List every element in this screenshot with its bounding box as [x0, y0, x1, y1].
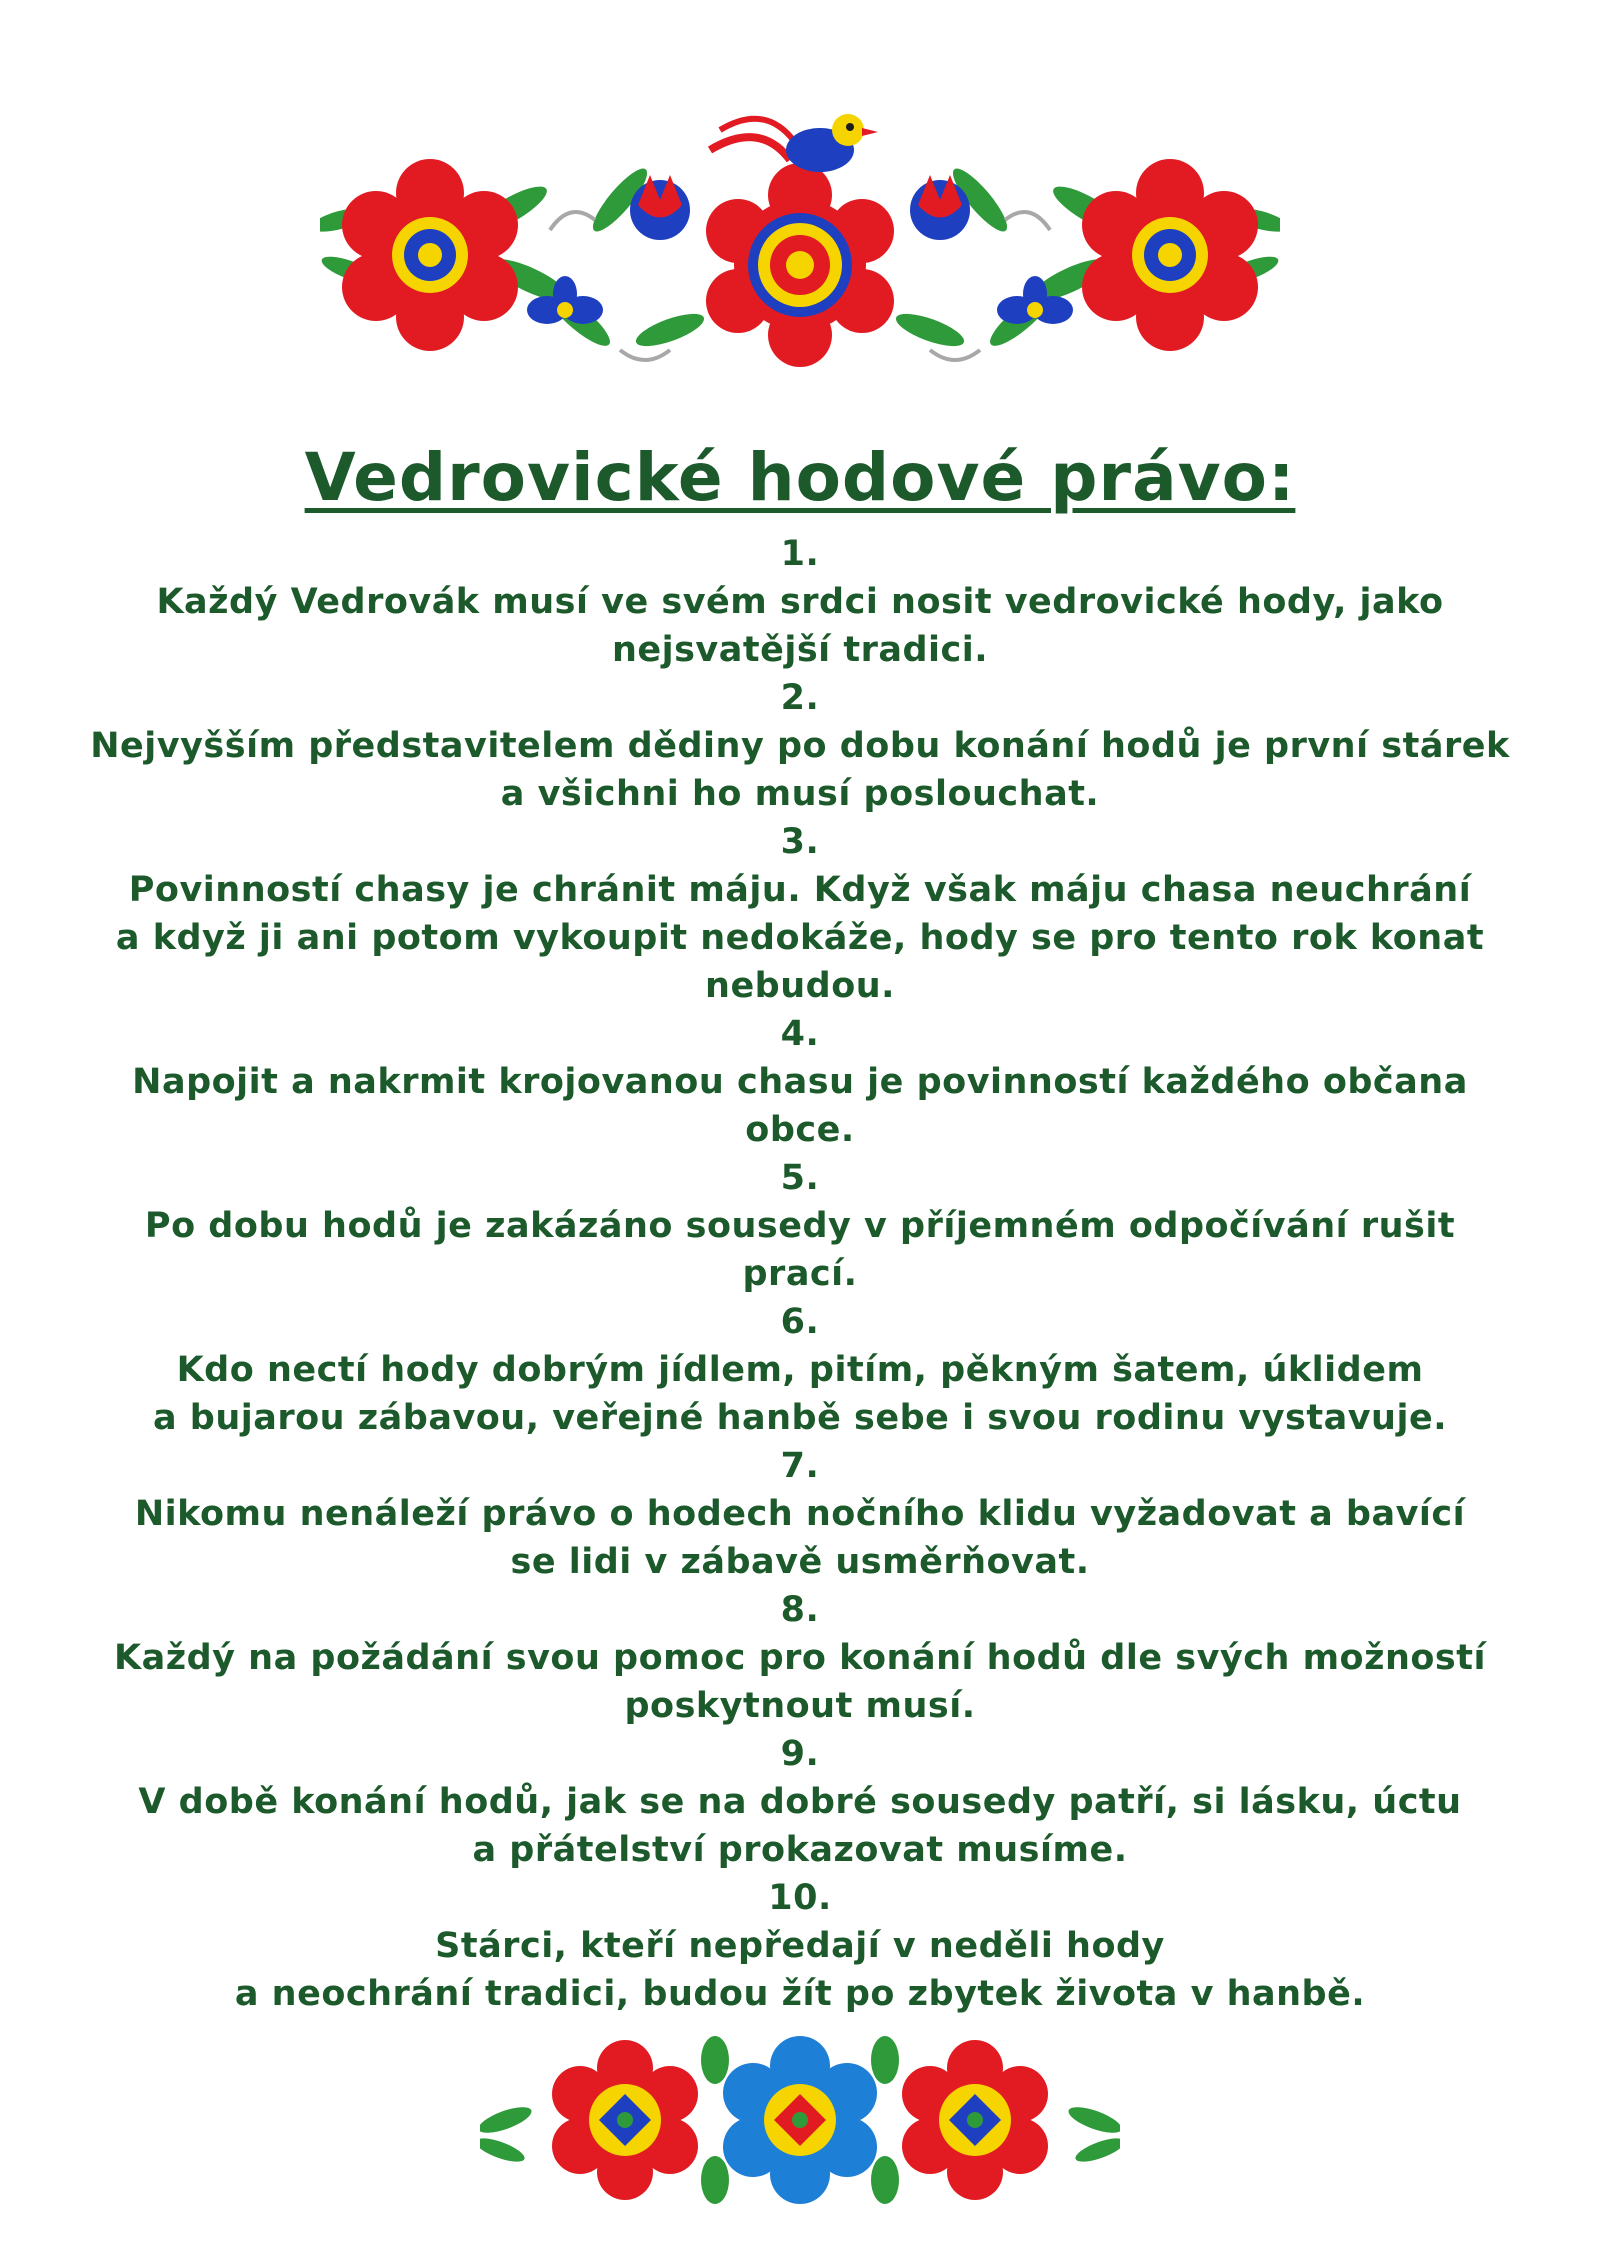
rule-number: 3. [780, 822, 820, 862]
rule-text-line: Po dobu hodů je zakázáno sousedy v příjemném odpočívání rušit [144, 1206, 1456, 1246]
rule-item [50, 674, 1550, 818]
rule-text-line: se lidi v zábavě usměrňovat. [510, 1542, 1090, 1582]
rule-item [50, 1874, 1550, 2018]
title-container [0, 438, 1600, 518]
rule-item [50, 1586, 1550, 1730]
rule-text-line: Napojit a nakrmit krojovanou chasu je povinností každého občana [132, 1062, 1468, 1102]
rule-text-line: nebudou. [705, 966, 895, 1006]
rule-item [50, 1730, 1550, 1874]
rule-number: 1. [780, 534, 820, 574]
rule-text-line: nejsvatější tradici. [611, 630, 989, 670]
rule-text-line: Kdo nectí hody dobrým jídlem, pitím, pěkným šatem, úklidem [176, 1350, 1424, 1390]
rule-item [50, 1010, 1550, 1154]
rule-text-line: Každý Vedrovák musí ve svém srdci nosit vedrovické hody, jako [156, 582, 1444, 622]
rule-number: 8. [780, 1590, 820, 1630]
rule-item [50, 1442, 1550, 1586]
rule-text-line: obce. [745, 1110, 855, 1150]
rule-text-line: Nikomu nenáleží právo o hodech nočního klidu vyžadovat a bavící [134, 1494, 1466, 1534]
rules-list [50, 530, 1550, 2018]
rule-number: 10. [768, 1878, 832, 1918]
rule-text-line: a bujarou zábavou, veřejné hanbě sebe i svou rodinu vystavuje. [152, 1398, 1447, 1438]
rule-text-line: a všichni ho musí poslouchat. [500, 774, 1100, 814]
folk-flowers-bird-icon [320, 80, 1280, 400]
rule-text-line: poskytnout musí. [624, 1686, 976, 1726]
rule-item [50, 1154, 1550, 1298]
rule-number: 6. [780, 1302, 820, 1342]
folk-flowers-row-icon [480, 2030, 1120, 2210]
rule-text-line: Povinností chasy je chránit máju. Když však máju chasa neuchrání [128, 870, 1472, 910]
rule-number: 5. [780, 1158, 820, 1198]
rule-text-line: V době konání hodů, jak se na dobré sousedy patří, si lásku, úctu [138, 1782, 1462, 1822]
rule-number: 4. [780, 1014, 820, 1054]
rule-item [50, 530, 1550, 674]
rule-number: 2. [780, 678, 820, 718]
rule-text-line: a neochrání tradici, budou žít po zbytek života v hanbě. [234, 1974, 1366, 2014]
rule-text-line: Stárci, kteří nepředají v neděli hody [435, 1926, 1165, 1966]
page-title: Vedrovické hodové právo: [304, 439, 1296, 516]
rule-item [50, 818, 1550, 1010]
rule-text-line: Každý na požádání svou pomoc pro konání hodů dle svých možností [114, 1638, 1486, 1678]
rule-item [50, 1298, 1550, 1442]
rule-number: 7. [780, 1446, 820, 1486]
rule-text-line: a přátelství prokazovat musíme. [472, 1830, 1128, 1870]
rule-text-line: Nejvyšším představitelem dědiny po dobu konání hodů je první stárek [90, 726, 1510, 766]
rule-text-line: a když ji ani potom vykoupit nedokáže, hody se pro tento rok konat [115, 918, 1485, 958]
rule-number: 9. [780, 1734, 820, 1774]
rule-text-line: prací. [742, 1254, 858, 1294]
